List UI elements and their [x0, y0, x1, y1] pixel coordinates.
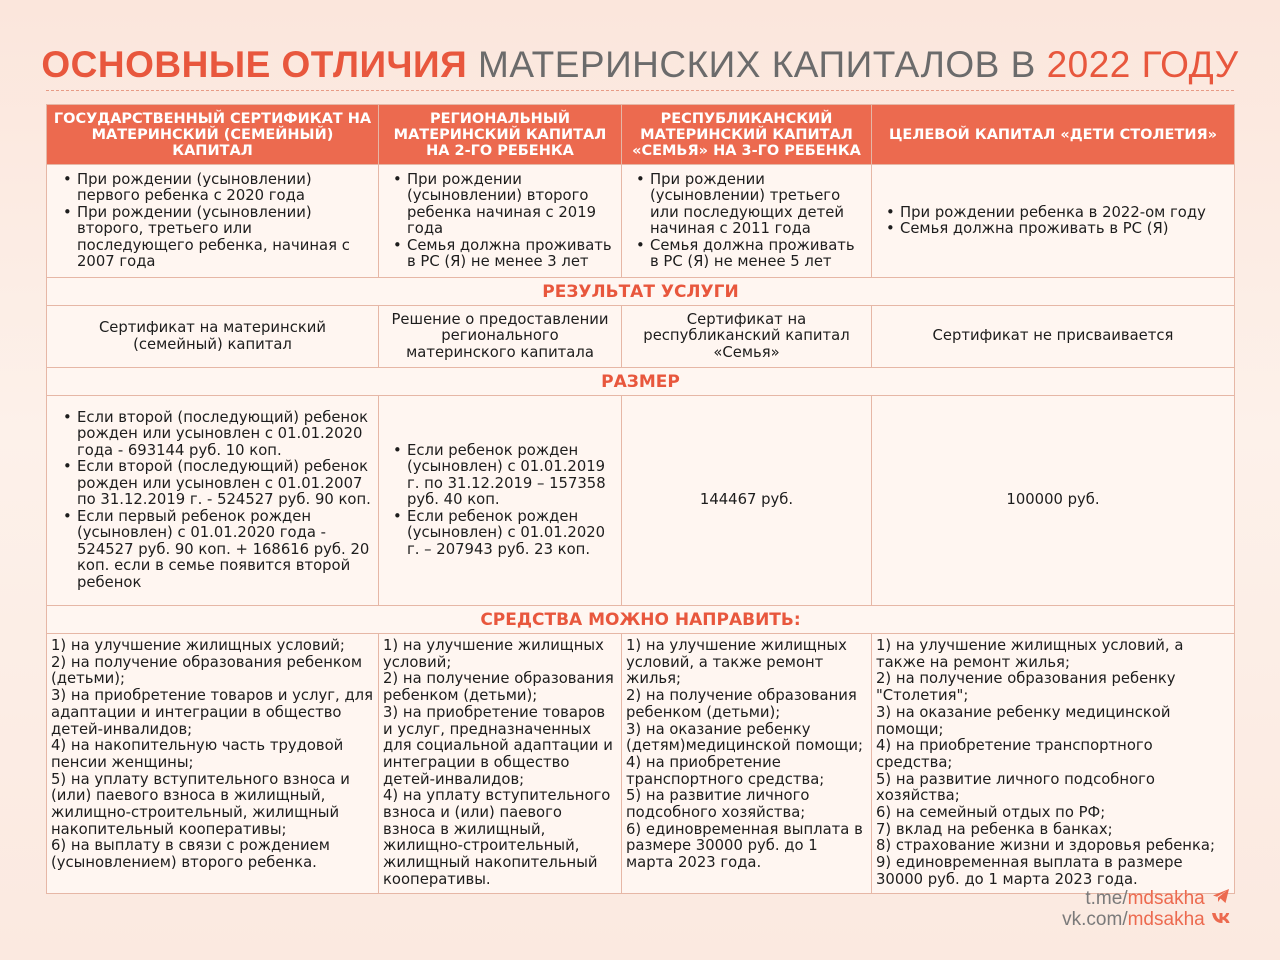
list-item: 2) на получение образования ребенком (детьми); [51, 653, 363, 688]
list-item: 7) вклад на ребенка в банках; [876, 820, 1113, 838]
use-cell [622, 634, 872, 894]
vk-link[interactable] [1062, 909, 1232, 930]
list-item: 6) единовременная выплата в размере 30000 руб. до 1 марта 2023 года. [626, 820, 863, 872]
list-item: 9) единовременная выплата в размере 30000 руб. до 1 марта 2023 года. [876, 854, 1183, 888]
list-item: 4) на накопительную часть трудовой пенсии женщины; [51, 737, 344, 771]
list-item: • При рождении (усыновлении) третьего или последующих детей начиная с 2011 года [628, 172, 865, 238]
conditions-cell [872, 165, 1235, 278]
conditions-cell [47, 165, 379, 278]
telegram-link[interactable] [1062, 888, 1232, 909]
list-item: 5) на уплату вступительного взноса и (или) паевого взноса в жилищный, жилищно-строительный, жилищный накопительный кооперативы; [51, 770, 350, 838]
list-item: 3) на приобретение товаров и услуг, предназначенных для социальной адаптации и интеграции в общество детей-инвалидов; [383, 703, 613, 788]
list-item: • При рождении (усыновлении) второго ребенка начиная с 2019 года [385, 172, 615, 238]
list-item: • Если первый ребенок рожден (усыновлен) с 01.01.2020 года - 524527 руб. 90 коп. + 168616 руб. 20 коп. если в семье появится второй ребенок [55, 509, 372, 592]
list-item: 5) на развитие личного подсобного хозяйства; [626, 787, 810, 822]
telegram-prefix: t.me/ [1085, 888, 1128, 909]
list-item: • При рождении ребенка в 2022-ом году [878, 205, 1228, 222]
title-divider [46, 90, 1234, 91]
size-cell: 144467 руб. [622, 396, 872, 606]
list-item: 4) на приобретение транспортного средства; [876, 737, 1153, 771]
list-item: • При рождении (усыновлении) первого ребенка с 2020 года [55, 172, 372, 205]
size-cell [47, 396, 379, 606]
telegram-icon [1210, 888, 1232, 909]
list-item: 1) на улучшение жилищных условий; [51, 637, 345, 654]
size-row [47, 396, 1235, 606]
telegram-handle: mdsakha [1127, 888, 1205, 909]
list-item: 4) на приобретение транспортного средства; [626, 753, 825, 788]
header-row [47, 105, 1235, 165]
comparison-table [46, 104, 1235, 894]
list-item: 2) на получение образования ребенку "Столетия"; [876, 670, 1176, 705]
result-cell: Сертификат не присваивается [872, 306, 1235, 368]
list-item: • Если ребенок рожден (усыновлен) с 01.01.2020 г. – 207943 руб. 23 коп. [385, 509, 615, 559]
list-item: 3) на оказание ребенку медицинской помощи; [876, 703, 1171, 738]
size-cell: 100000 руб. [872, 396, 1235, 606]
use-cell [47, 634, 379, 894]
list-item: • При рождении (усыновлении) второго, третьего или последующего ребенка, начиная с 2007 года [55, 205, 372, 271]
section-row-use [47, 606, 1235, 634]
result-cell: Сертификат на материнский (семейный) капитал [47, 306, 379, 368]
section-heading-size: РАЗМЕР [47, 368, 1235, 396]
use-cell [872, 634, 1235, 894]
list-item: • Если второй (последующий) ребенок рожден или усыновлен с 01.01.2007 по 31.12.2019 г. - 524527 руб. 90 коп. [55, 459, 372, 509]
use-row [47, 634, 1235, 894]
section-heading-result: РЕЗУЛЬТАТ УСЛУГИ [47, 278, 1235, 306]
page-title [0, 44, 1280, 86]
result-cell: Сертификат на республиканский капитал «Семья» [622, 306, 872, 368]
list-item: • Семья должна проживать в РС (Я) [878, 221, 1228, 238]
size-cell [379, 396, 622, 606]
column-header-republican: РЕСПУБЛИКАНСКИЙ МАТЕРИНСКИЙ КАПИТАЛ «СЕМЬЯ» НА 3-ГО РЕБЕНКА [622, 105, 872, 165]
list-item: 3) на оказание ребенку (детям)медицинской помощи; [626, 720, 863, 755]
list-item: 6) на выплату в связи с рождением (усыновлением) второго ребенка. [51, 837, 330, 872]
list-item: 1) на улучшение жилищных условий, а также на ремонт жилья; [876, 637, 1184, 671]
section-row-size [47, 368, 1235, 396]
column-header-federal: ГОСУДАРСТВЕННЫЙ СЕРТИФИКАТ НА МАТЕРИНСКИЙ (СЕМЕЙНЫЙ) КАПИТАЛ [47, 105, 379, 165]
vk-prefix: vk.com/ [1062, 909, 1128, 930]
list-item: 3) на приобретение товаров и услуг, для адаптации и интеграции в общество детей-инвалидов; [51, 687, 374, 738]
section-heading-use: СРЕДСТВА МОЖНО НАПРАВИТЬ: [47, 606, 1235, 634]
result-cell: Решение о предоставлении регионального материнского капитала [379, 306, 622, 368]
list-item: • Если второй (последующий) ребенок рожден или усыновлен с 01.01.2020 года - 693144 руб. 10 коп. [55, 410, 372, 460]
conditions-cell [622, 165, 872, 278]
list-item: 1) на улучшение жилищных условий, а также ремонт жилья; [626, 637, 847, 688]
title-year: 2022 ГОДУ [1046, 44, 1239, 85]
use-cell [379, 634, 622, 894]
conditions-cell [379, 165, 622, 278]
list-item: 2) на получение образования ребенком (детьми); [383, 670, 614, 705]
result-row [47, 306, 1235, 368]
column-header-regional: РЕГИОНАЛЬНЫЙ МАТЕРИНСКИЙ КАПИТАЛ НА 2-ГО РЕБЕНКА [379, 105, 622, 165]
list-item: 1) на улучшение жилищных условий; [383, 637, 604, 671]
list-item: 2) на получение образования ребенком (детьми); [626, 687, 857, 721]
list-item: 8) страхование жизни и здоровья ребенка; [876, 837, 1215, 855]
section-row-result [47, 278, 1235, 306]
list-item: • Семья должна проживать в РС (Я) не менее 5 лет [628, 238, 865, 271]
list-item: • Если ребенок рожден (усыновлен) с 01.01.2019 г. по 31.12.2019 – 157358 руб. 40 коп. [385, 443, 615, 509]
conditions-row [47, 165, 1235, 278]
footer-links [1062, 888, 1232, 930]
list-item: 4) на уплату вступительного взноса и (или) паевого взноса в жилищный, жилищно-строительный, жилищный накопительный кооперативы. [383, 787, 611, 888]
list-item: 5) на развитие личного подсобного хозяйства; [876, 770, 1155, 805]
vk-icon [1210, 909, 1232, 930]
column-header-target: ЦЕЛЕВОЙ КАПИТАЛ «ДЕТИ СТОЛЕТИЯ» [872, 105, 1235, 165]
title-accent: ОСНОВНЫЕ ОТЛИЧИЯ [41, 44, 468, 85]
title-main: МАТЕРИНСКИХ КАПИТАЛОВ В [478, 44, 1036, 85]
vk-handle: mdsakha [1127, 909, 1205, 930]
list-item: 6) на семейный отдых по РФ; [876, 804, 1106, 822]
list-item: • Семья должна проживать в РС (Я) не менее 3 лет [385, 238, 615, 271]
